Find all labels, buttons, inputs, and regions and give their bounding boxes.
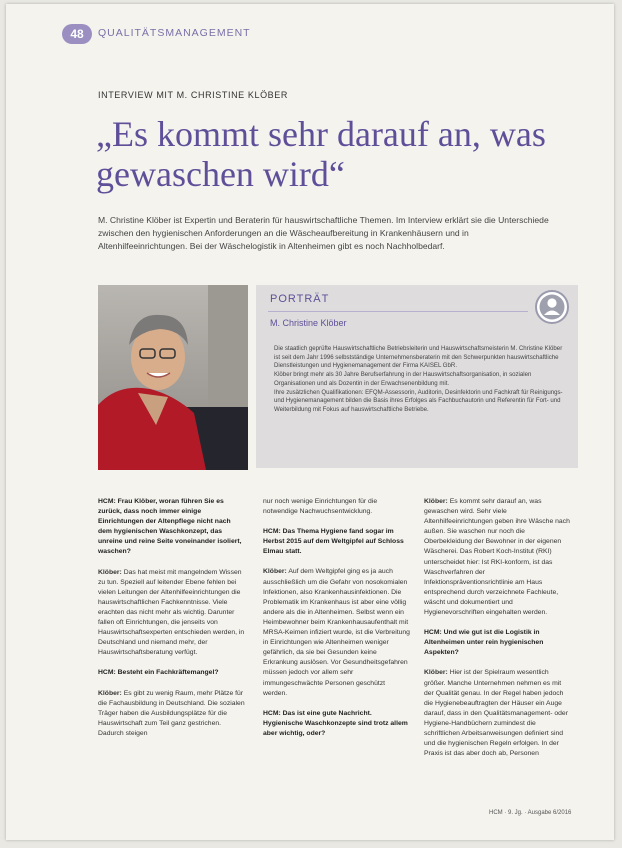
interview-answer — [98, 689, 246, 739]
magazine-page — [6, 4, 614, 840]
interview-answer — [424, 497, 572, 618]
interview-answer — [98, 568, 246, 659]
answer-text: Das hat meist mit mangelndem Wissen zu tun. Speziell auf leitender Ebene fehlen bei vielen Leitungen der Altenhilfeeinrichtungen die hauswirtschaftlichen Fachkenntnisse. Viele erachten das nicht mehr als wichtig. Darunter fallen oft Einrichtungen, die jenseits von Hauswirtschaftsexperten entschieden werden, in Deutschland und niemand mehr, der Hauswirtschaftsberatung verfügt. — [98, 568, 245, 657]
continued-text: nur noch wenige Einrichtungen für die notwendige Nachwuchsentwicklung. — [263, 498, 378, 516]
speaker-label: Klöber: — [98, 689, 122, 697]
interview-answer — [263, 567, 411, 698]
text-column-3 — [424, 497, 572, 769]
text-column-2 — [263, 497, 411, 749]
page-number-badge: 48 — [62, 24, 92, 44]
portrait-photo — [98, 285, 248, 470]
speaker-label: Klöber: — [424, 498, 448, 505]
answer-text: Auf dem Weltgipfel ging es ja auch ausschließlich um die Gefahr von nosokomialen Infektionen, also Krankenhausinfektionen. Die Problematik im Krankenhaus ist aber eine völlig andere als die in Altenheimen. Selbst wenn ein Heimbewohner beim Krankenhausaufenthalt mit MRSA-Keimen infiziert wurde, ist die Verbreitung in Einrichtungen wie Altenheimen weniger gefährlich, da sie bei Gesunden keine Erkrankung auslösen. Vor Gesundheitsgefahren müssen jedoch vor allem sehr immungeschwächte Personen geschützt werden. — [263, 568, 410, 697]
answer-text: Es kommt sehr darauf an, was gewaschen wird. Sehr viele Altenhilfeeinrichtungen geben ihre Wäsche nach außen. Sie waschen nur noch die Oberbekleidung der Bewohner in der eigenen Wäscherei. Das Robert Koch-Institut (RKI) unterscheidet hier: Ist RKI-konform, ist das Waschverfahren der Infektionspräventionsrichtlinie am Haus entsprechend durch verzeichnete Fachleute, wäscht und dokumentiert und Hygienevorschriften eingehalten werden. — [424, 498, 570, 617]
portrait-heading: PORTRÄT — [270, 293, 330, 305]
article-lead: M. Christine Klöber ist Expertin und Beraterin für hauswirtschaftliche Themen. Im Interview erklärt sie die Unterschiede zwischen den hygienischen Anforderungen an die Wäscheaufbereitung in Krankenhäusern und in Altenhilfeeinrichtungen. Bei der Wäschelogistik in Altenheimen gibt es noch Nachholbedarf. — [98, 215, 549, 251]
portrait-divider — [268, 311, 528, 312]
speaker-label: Klöber: — [263, 568, 287, 576]
portrait-paragraph: Ihre zusätzlichen Qualifikationen: EFQM-Assessorin, Auditorin, Desinfektorin und Fachkraft für Reinigungs- und Hygienemanagement bilden die Basis ihres Erfolges als Fachbuchautorin und Referentin für Fort- und Weiterbildung mit Fokus auf hauswirtschaftliche Betriebe. — [274, 388, 563, 413]
answer-text: Es gibt zu wenig Raum, mehr Plätze für die Fachausbildung in Deutschland. Die sozialen Träger haben die Ausbildungsplätze für die Hauswirtschaft zum Teil ganz gestrichen. Dadurch steigen — [98, 689, 245, 737]
text-column-1 — [98, 497, 246, 749]
page-footer: HCM · 9. Jg. · Ausgabe 6/2016 — [489, 810, 572, 816]
interview-answer — [424, 668, 572, 759]
interview-question: HCM: Und wie gut ist die Logistik in Altenheimen unter rein hygienischen Aspekten? — [424, 629, 544, 657]
interview-question: HCM: Besteht ein Fachkräftemangel? — [98, 669, 219, 677]
speaker-label: Klöber: — [424, 669, 448, 677]
interview-question: HCM: Das Thema Hygiene fand sogar im Herbst 2015 auf dem Weltgipfel auf Schloss Elmau statt. — [263, 528, 404, 556]
portrait-box — [256, 285, 578, 468]
portrait-paragraph: Die staatlich geprüfte Hauswirtschaftliche Betriebsleiterin und Hauswirtschaftsmeisterin M. Christine Klöber ist seit dem Jahr 1996 selbstständige Unternehmensberaterin mit den Schwerpunkten hauswirtschaftliche Dienstleistungen und Hygienemanagement der Firma KAISEL GbR. — [274, 345, 563, 370]
interview-question: HCM: Das ist eine gute Nachricht. Hygienische Waschkonzepte sind trotz allem aber wichtig, oder? — [263, 709, 408, 737]
portrait-paragraph: Klöber bringt mehr als 30 Jahre Berufserfahrung in der Hauswirtschaftsorganisation, in sozialen Organisationen und als Dozentin in der Erwachsenenbildung mit. — [274, 371, 532, 387]
portrait-body — [274, 345, 564, 415]
section-label: QUALITÄTSMANAGEMENT — [98, 27, 251, 39]
portrait-name: M. Christine Klöber — [270, 318, 347, 328]
article-title: „Es kommt sehr darauf an, was gewaschen wird“ — [96, 114, 546, 194]
answer-text: Hier ist der Spielraum wesentlich größer. Manche Unternehmen nehmen es mit der Qualität genau. In der Regel haben jedoch die Hygienebeauftragten der Häuser ein Auge darauf, dass in den Qualitätsmanagement- oder Hygiene-Handbüchern zumindest die schriftlichen Arbeitsanweisungen definiert sind und die hygienischen Regeln erfolgen. In der Praxis ist das aber doch ab, Personen — [424, 669, 568, 758]
article-kicker: INTERVIEW MIT M. CHRISTINE KLÖBER — [98, 90, 288, 100]
interview-question: HCM: Frau Klöber, woran führen Sie es zurück, dass noch immer einige Einrichtungen der Altenpflege nicht nach dem hygienischen Waschkonzept, das unreine und reine Seite voneinander isoliert, waschen? — [98, 498, 242, 556]
speaker-label: Klöber: — [98, 568, 122, 576]
person-icon — [534, 289, 570, 325]
